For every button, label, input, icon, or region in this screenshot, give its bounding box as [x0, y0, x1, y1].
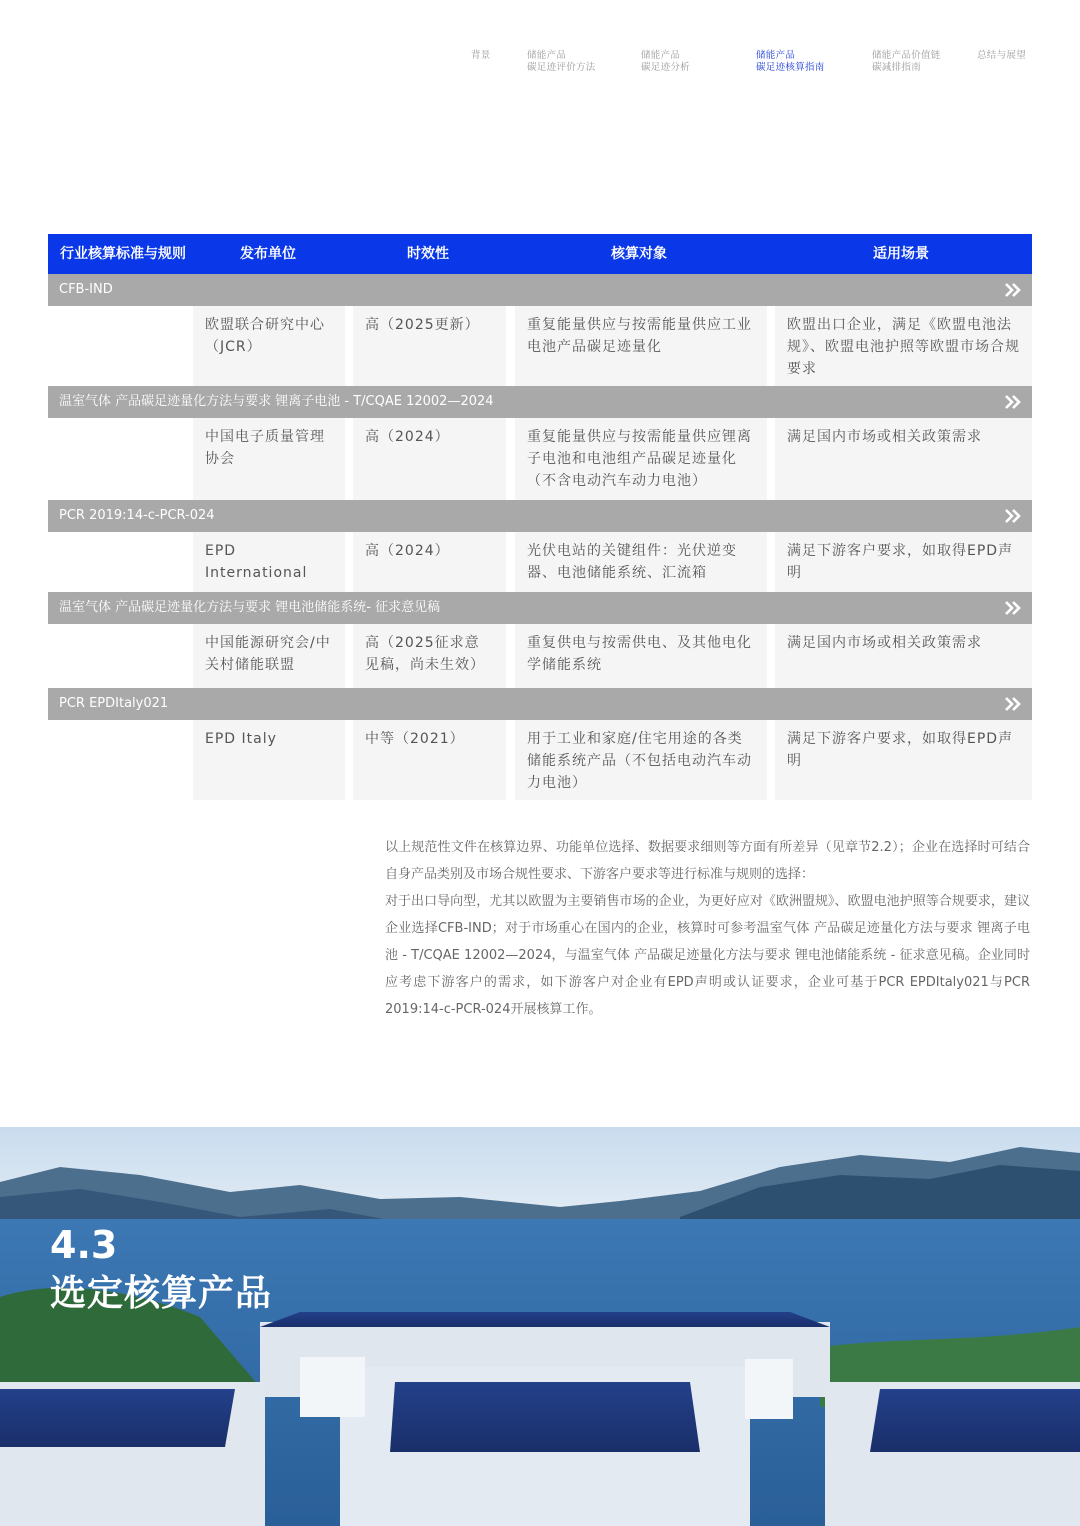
table-row: [48, 624, 1032, 688]
section-row: [48, 688, 1032, 720]
section-title-heading: 选定核算产品: [50, 1273, 273, 1314]
nav-item-guide[interactable]: 储能产品 碳足迹核算指南: [756, 50, 825, 73]
paragraph-line-1: 以上规范性文件在核算边界、功能单位选择、数据要求细则等方面有所差异（见章节2.2）；企业在选择时可结合自身产品类别及市场合规性要求、下游客户要求等进行标准与规则的选择：: [385, 840, 1030, 882]
cell-object: 重复能量供应与按需能量供应锂离子电池和电池组产品碳足迹量化（不含电动汽车动力电池）: [527, 429, 752, 489]
cell-scenario: 欧盟出口企业，满足《欧盟电池法规》、欧盟电池护照等欧盟市场合规要求: [787, 317, 1020, 377]
section-row: [48, 386, 1032, 418]
cell-timeliness: 高（2024）: [365, 543, 450, 559]
section-title: PCR 2019:14-c-PCR-024: [59, 508, 215, 523]
cell-timeliness: 高（2025征求意见稿，尚未生效）: [365, 635, 485, 673]
nav-item-analysis[interactable]: 储能产品 碳足迹分析: [641, 50, 691, 73]
cell-object: 用于工业和家庭/住宅用途的各类储能系统产品（不包括电动汽车动力电池）: [527, 731, 752, 791]
section-title: PCR EPDItaly021: [59, 696, 169, 711]
section-title: 温室气体 产品碳足迹量化方法与要求 锂离子电池 - T/CQAE 12002—2024: [59, 394, 494, 409]
cell-object: 光伏电站的关键组件：光伏逆变器、电池储能系统、汇流箱: [527, 543, 737, 581]
table-row: [48, 532, 1032, 592]
header-object: 核算对象: [611, 246, 667, 262]
top-navigation: [0, 50, 1080, 80]
header-publisher: 发布单位: [240, 246, 296, 262]
cell-scenario: 满足国内市场或相关政策需求: [787, 429, 982, 445]
cell-publisher: 欧盟联合研究中心（JCR）: [205, 317, 325, 355]
standards-table: [48, 234, 1032, 800]
cell-publisher: EPD International: [205, 543, 308, 581]
table-header: [48, 234, 1032, 274]
header-standard: 行业核算标准与规则: [60, 246, 186, 262]
cell-scenario: 满足下游客户要求，如取得EPD声明: [787, 543, 1014, 581]
cell-object: 重复能量供应与按需能量供应工业电池产品碳足迹量化: [527, 317, 752, 355]
double-chevron-right-icon[interactable]: [1004, 506, 1022, 526]
header-scenario: 适用场景: [873, 246, 929, 262]
double-chevron-right-icon[interactable]: [1004, 280, 1022, 300]
cell-timeliness: 中等（2021）: [365, 731, 465, 747]
cell-publisher: 中国能源研究会/中关村储能联盟: [205, 635, 331, 673]
double-chevron-right-icon[interactable]: [1004, 598, 1022, 618]
cell-timeliness: 高（2024）: [365, 429, 450, 445]
cell-scenario: 满足国内市场或相关政策需求: [787, 635, 982, 651]
nav-item-method[interactable]: 储能产品 碳足迹评价方法: [527, 50, 596, 73]
body-paragraph: [385, 834, 1030, 1023]
cell-object: 重复供电与按需供电、及其他电化学储能系统: [527, 635, 752, 673]
nav-item-background[interactable]: 背景: [471, 50, 491, 61]
table-row: [48, 418, 1032, 500]
section-number: 4.3: [50, 1223, 118, 1267]
cell-scenario: 满足下游客户要求，如取得EPD声明: [787, 731, 1014, 769]
section-row: [48, 500, 1032, 532]
table-row: [48, 720, 1032, 800]
paragraph-line-2: 对于出口导向型，尤其以欧盟为主要销售市场的企业，为更好应对《欧洲盟规》、欧盟电池护照等合规要求，建议企业选择CFB-IND；对于市场重心在国内的企业，核算时可参考温室气体 产品碳足迹量化方法与要求 锂离子电池 - T/CQAE 12002—2024，与温室气体 产品碳足迹量化方法与要求 锂电池储能系统 - 征求意见稿。企业同时应考虑下游客户的需求，如下游客户对企业有EPD声明或认证要求，企业可基于PCR EPDItaly021与PCR 2019:14-c-PCR-024开展核算工作。: [385, 894, 1030, 1017]
nav-item-summary[interactable]: 总结与展望: [977, 50, 1027, 61]
section-row: [48, 592, 1032, 624]
section-title: CFB-IND: [59, 282, 113, 297]
section-row: [48, 274, 1032, 306]
table-row: [48, 306, 1032, 386]
cell-timeliness: 高（2025更新）: [365, 317, 480, 333]
section-title: 温室气体 产品碳足迹量化方法与要求 锂电池储能系统- 征求意见稿: [59, 600, 441, 615]
energy-storage-photo: [0, 1127, 1080, 1526]
cell-publisher: EPD Italy: [205, 731, 277, 747]
header-timeliness: 时效性: [407, 246, 449, 262]
nav-item-value-chain[interactable]: 储能产品价值链 碳减排指南: [872, 50, 941, 73]
cell-publisher: 中国电子质量管理协会: [205, 429, 325, 467]
double-chevron-right-icon[interactable]: [1004, 392, 1022, 412]
double-chevron-right-icon[interactable]: [1004, 694, 1022, 714]
